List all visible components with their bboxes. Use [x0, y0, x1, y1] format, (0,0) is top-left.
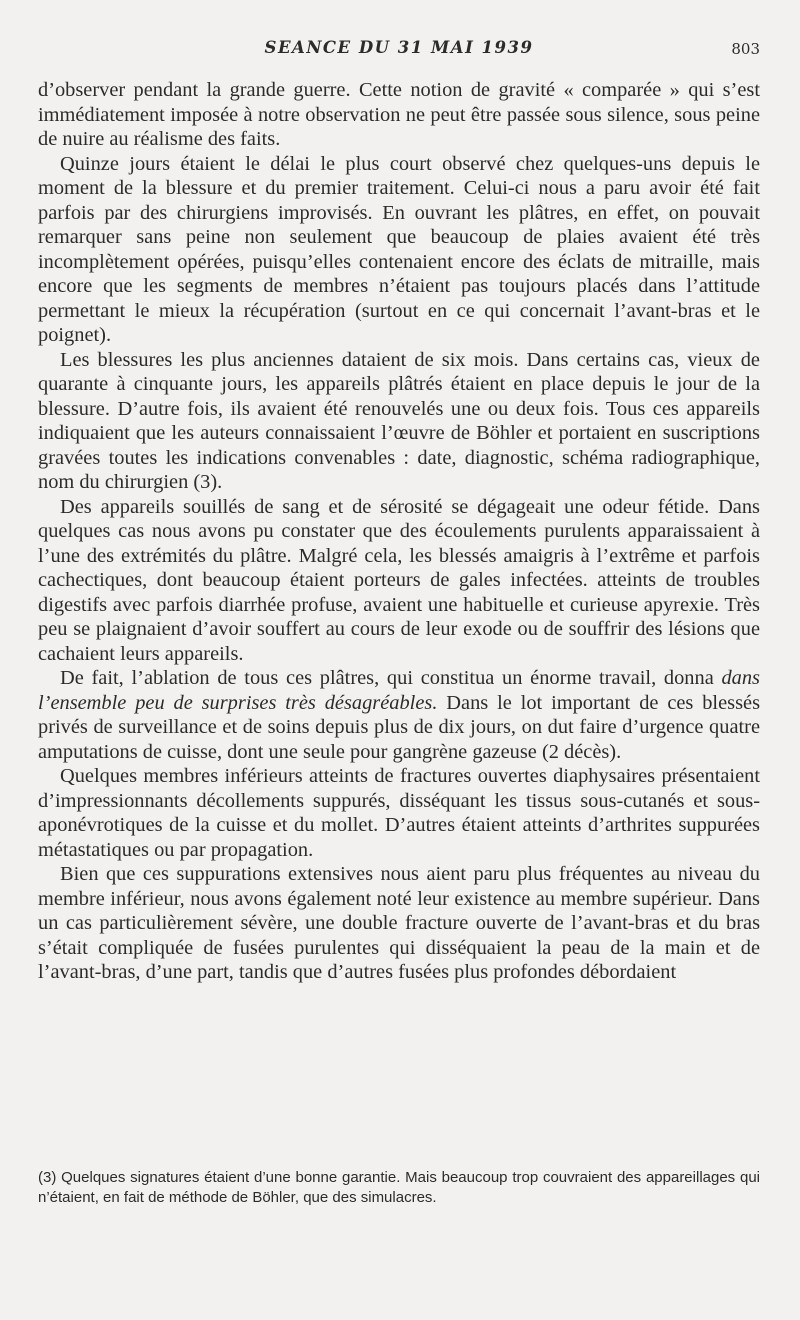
paragraph-1: d’observer pendant la grande guerre. Cette notion de gravité « comparée » qui s’est immédiatement imposée à notre observation ne peut être passée sous silence, sous peine de nuire au réalisme des faits. [38, 79, 760, 150]
running-title: SEANCE DU 31 MAI 1939 [264, 38, 534, 57]
paragraph-4: Des appareils souillés de sang et de sérosité se dégageait une odeur fétide. Dans quelques cas nous avons pu constater que des écoulements purulents apparaissaient à l’une des extrémités du plâtre. Malgré cela, les blessés amaigris à l’extrême et parfois cachectiques, dont beaucoup étaient porteurs de gales infectées. atteints de troubles digestifs avec parfois diarrhée profuse, avaient une habituelle et curieuse apyrexie. Très peu se plaignaient d’avoir souffert au cours de leur exode ou de souffrir des lésions que cachaient leurs appareils. [38, 495, 760, 665]
paragraph-7: Bien que ces suppurations extensives nous aient paru plus fréquentes au niveau du membre inférieur, nous avons également noté leur existence au membre supérieur. Dans un cas particulièrement sévère, une double fracture ouverte de l’avant-bras et du bras s’était compliquée de fusées purulentes qui disséquaient la peau de la main et de l’avant-bras, d’une part, tandis que d’autres fusées plus profondes débordaient [38, 863, 760, 983]
body-text [38, 78, 760, 985]
paragraph-3: Les blessures les plus anciennes dataient de six mois. Dans certains cas, vieux de quarante à cinquante jours, les appareils plâtrés étaient en place depuis le jour de la blessure. D’autre fois, ils avaient été renouvelés une ou deux fois. Tous ces appareils indiquaient que les auteurs connaissaient l’œuvre de Böhler et portaient en suscriptions gravées toutes les indications convenables : date, diagnostic, schéma radiographique, nom du chirurgien (3). [38, 348, 760, 493]
paragraph-5-italic: dans l’ensemble peu de surprises très désagréables. [38, 667, 760, 714]
paragraph-5 [38, 666, 760, 764]
paragraph-5-start: De fait, l’ablation de tous ces plâtres, qui constitua un énorme travail, donna [60, 667, 722, 689]
footnote-text: Quelques signatures étaient d’une bonne garantie. Mais beaucoup trop couvraient des appareillages qui n’étaient, en fait de méthode de Böhler, que des simulacres. [38, 1169, 760, 1206]
paragraph-2: Quinze jours étaient le délai le plus court observé chez quelques-uns depuis le moment de la blessure et du premier traitement. Celui-ci nous a paru avoir été fait parfois par des chirurgiens improvisés. En ouvrant les plâtres, en effet, on pouvait remarquer sans peine non seulement que beaucoup de plaies avaient été très incomplètement opérées, puisqu’elles contenaient encore des éclats de mitraille, mais encore que les segments de membres n’étaient pas toujours placés dans l’attitude permettant le mieux la récupération (surtout en ce qui concernait l’avant-bras et le poignet). [38, 152, 760, 346]
page-header [38, 38, 760, 62]
footnote [38, 1168, 760, 1207]
paragraph-6: Quelques membres inférieurs atteints de fractures ouvertes diaphysaires présentaient d’impressionnants décollements suppurés, disséquant les tissus sous-cutanés et sous-aponévrotiques de la cuisse et du mollet. D’autres étaient atteints d’arthrites suppurées métastatiques ou par propagation. [38, 765, 760, 861]
paragraph-5-end: Dans le lot important de ces blessés privés de surveillance et de soins depuis plus de dix jours, on dut faire d’urgence quatre amputations de cuisse, dont une seule pour gangrène gazeuse (2 décès). [38, 691, 761, 763]
footnote-marker: (3) [38, 1169, 57, 1186]
page-number: 803 [731, 40, 760, 58]
